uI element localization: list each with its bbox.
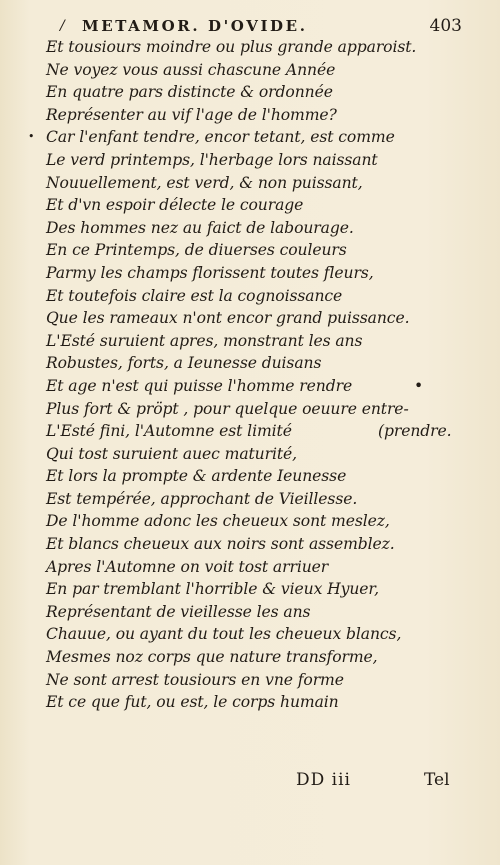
running-head-slash: / (60, 18, 65, 34)
running-head (60, 14, 460, 38)
verse-text: Et tousiours moindre ou plus grande apparoist. (46, 38, 417, 56)
page-number: 403 (429, 16, 462, 36)
verse-text: Représenter au vif l'age de l'homme? (46, 105, 337, 124)
verse-text: Parmy les champs florissent toutes fleurs, (46, 263, 374, 282)
verse-text: Chauue, ou ayant du tout les cheueux blancs, (46, 625, 402, 644)
verse-line (46, 420, 466, 443)
verse-text: Car l'enfant tendre, encor tetant, est comme (46, 128, 395, 147)
verse-line (46, 488, 466, 511)
verse-line (28, 126, 466, 149)
verse-text: Le verd printemps, l'herbage lors naissant (46, 150, 378, 169)
verse-text: L'Esté suruient apres, monstrant les ans (46, 331, 363, 350)
verse-line (46, 330, 466, 353)
verse-line (46, 556, 466, 579)
verse-line (46, 691, 466, 714)
verse-line (46, 352, 466, 375)
verse-line (46, 262, 466, 285)
verse-text: Et age n'est qui puisse l'homme rendre (46, 376, 353, 395)
verse-line (46, 172, 466, 195)
verse-text: Mesmes noz corps que nature transforme, (46, 648, 378, 667)
stray-dot: • (414, 376, 424, 395)
verse-line (46, 623, 466, 646)
verse-line (46, 398, 466, 421)
footer (0, 770, 500, 794)
verse-line (46, 36, 466, 59)
verse-text: Apres l'Automne on voit tost arriuer (46, 557, 329, 576)
verse-text: Des hommes nez au faict de labourage. (46, 218, 354, 237)
verse-block (28, 36, 466, 714)
verse-text: Est tempérée, approchant de Vieillesse. (46, 489, 358, 508)
margin-mark: • (28, 130, 35, 144)
verse-line (46, 510, 466, 533)
signature-mark: DD iii (296, 770, 351, 790)
verse-text: Et ce que fut, ou est, le corps humain (46, 693, 339, 712)
verse-text: Et blancs cheueux aux noirs sont assemblez. (46, 535, 395, 554)
verse-line (46, 578, 466, 601)
verse-line (46, 533, 466, 556)
verse-text: Plus fort & pröpt , pour quelque oeuure entre- (46, 399, 409, 418)
verse-line (46, 239, 466, 262)
verse-text: Représentant de vieillesse les ans (46, 602, 311, 621)
verse-line (46, 465, 466, 488)
verse-text: De l'homme adonc les cheueux sont meslez, (46, 512, 390, 531)
verse-text: Robustes, forts, a Ieunesse duisans (46, 354, 322, 373)
verse-text: Et lors la prompte & ardente Ieunesse (46, 467, 347, 486)
verse-text: En par tremblant l'horrible & vieux Hyuer, (46, 580, 379, 599)
running-head-title: METAMOR. D'OVIDE. (82, 17, 308, 35)
verse-text: Nouuellement, est verd, & non puissant, (46, 173, 363, 192)
verse-text: En ce Printemps, de diuerses couleurs (46, 241, 347, 260)
verse-line (46, 59, 466, 82)
verse-line (46, 217, 466, 240)
verse-text: Ne voyez vous aussi chascune Année (46, 60, 336, 79)
verse-text: Qui tost suruient auec maturité, (46, 444, 298, 463)
verse-line (46, 646, 466, 669)
verse-line (46, 375, 466, 398)
verse-line (46, 307, 466, 330)
verse-text: Ne sont arrest tousiours en vne forme (46, 670, 344, 689)
verse-line (46, 601, 466, 624)
verse-line (46, 194, 466, 217)
verse-text: L'Esté fini, l'Automne est limité (46, 422, 292, 441)
verse-line (46, 443, 466, 466)
verse-text: Et toutefois claire est la cognoissance (46, 286, 343, 305)
verse-text: En quatre pars distincte & ordonnée (46, 83, 333, 102)
catchword: Tel (424, 770, 450, 790)
verse-line (46, 81, 466, 104)
verse-text: Que les rameaux n'ont encor grand puissance. (46, 309, 410, 328)
verse-line (46, 104, 466, 127)
verse-line (46, 285, 466, 308)
verse-line (46, 669, 466, 692)
turnover-continuation: (prendre. (378, 422, 452, 441)
verse-text: Et d'vn espoir délecte le courage (46, 196, 304, 215)
verse-line (46, 149, 466, 172)
